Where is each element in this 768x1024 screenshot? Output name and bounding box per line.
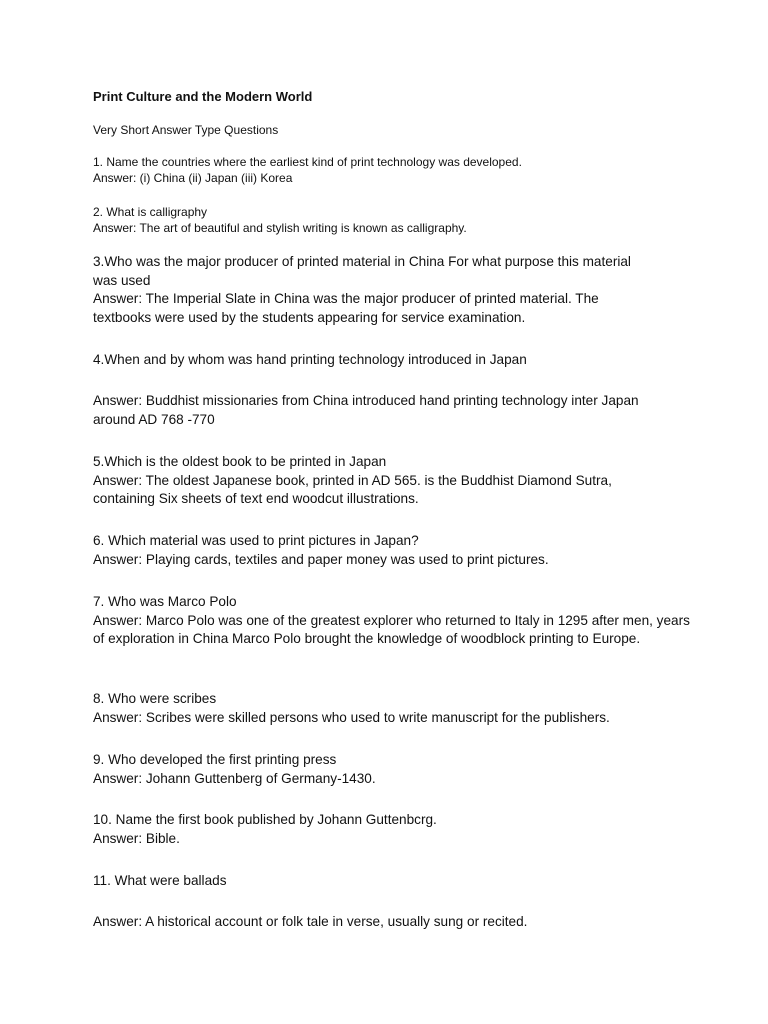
question-text: 5.Which is the oldest book to be printed in Japan bbox=[93, 454, 387, 469]
answer-text: Answer: Playing cards, textiles and paper money was used to print pictures. bbox=[93, 551, 549, 567]
qa-item-11-answer bbox=[93, 913, 693, 932]
qa-item-3 bbox=[93, 253, 653, 327]
qa-item-4-answer bbox=[93, 392, 663, 429]
answer-text: Answer: The art of beautiful and stylish writing is known as calligraphy. bbox=[93, 221, 467, 235]
answer-text: Answer: A historical account or folk tale in verse, usually sung or recited. bbox=[93, 914, 528, 929]
qa-item-2 bbox=[93, 204, 693, 236]
qa-item-1 bbox=[93, 154, 693, 186]
question-text: 11. What were ballads bbox=[93, 873, 227, 888]
question-text: 4.When and by whom was hand printing technology introduced in Japan bbox=[93, 352, 527, 367]
question-text: 10. Name the first book published by Johann Guttenbcrg. bbox=[93, 812, 437, 827]
qa-item-9 bbox=[93, 751, 693, 788]
answer-text: Answer: (i) China (ii) Japan (iii) Korea bbox=[93, 171, 293, 185]
answer-text: Answer: Bible. bbox=[93, 830, 180, 846]
question-text: 2. What is calligraphy bbox=[93, 205, 208, 219]
answer-text: Answer: The oldest Japanese book, printed in AD 565. is the Buddhist Diamond Sutra, containing Six sheets of text end woodcut illustrations. bbox=[93, 472, 612, 507]
document-title bbox=[93, 89, 693, 105]
title-text: Print Culture and the Modern World bbox=[93, 89, 313, 104]
answer-text: Answer: The Imperial Slate in China was the major producer of printed material. The textbooks were used by the students appearing for service examination. bbox=[93, 291, 599, 325]
qa-item-11-question bbox=[93, 872, 693, 891]
question-text: 8. Who were scribes bbox=[93, 691, 217, 706]
qa-item-5 bbox=[93, 453, 663, 509]
answer-text: Answer: Marco Polo was one of the greatest explorer who returned to Italy in 1295 after men, years of exploration in China Marco Polo brought the knowledge of woodblock printing to Europe. bbox=[93, 612, 690, 647]
answer-text: Answer: Scribes were skilled persons who used to write manuscript for the publishers. bbox=[93, 709, 610, 725]
question-text: 6. Which material was used to print pictures in Japan? bbox=[93, 533, 419, 548]
answer-text: Answer: Johann Guttenberg of Germany-1430. bbox=[93, 770, 376, 786]
qa-item-4-question bbox=[93, 351, 693, 370]
qa-item-8 bbox=[93, 690, 693, 727]
qa-item-10 bbox=[93, 811, 693, 848]
question-text: 3.Who was the major producer of printed material in China For what purpose this material was used bbox=[93, 254, 631, 288]
question-text: 1. Name the countries where the earliest kind of print technology was developed. bbox=[93, 155, 522, 169]
answer-text: Answer: Buddhist missionaries from China introduced hand printing technology inter Japan around AD 768 -770 bbox=[93, 393, 639, 427]
qa-item-7 bbox=[93, 593, 693, 649]
subtitle-text: Very Short Answer Type Questions bbox=[93, 123, 279, 137]
qa-item-6 bbox=[93, 532, 693, 569]
question-text: 7. Who was Marco Polo bbox=[93, 594, 237, 609]
question-text: 9. Who developed the first printing press bbox=[93, 752, 337, 767]
section-subtitle bbox=[93, 122, 693, 138]
